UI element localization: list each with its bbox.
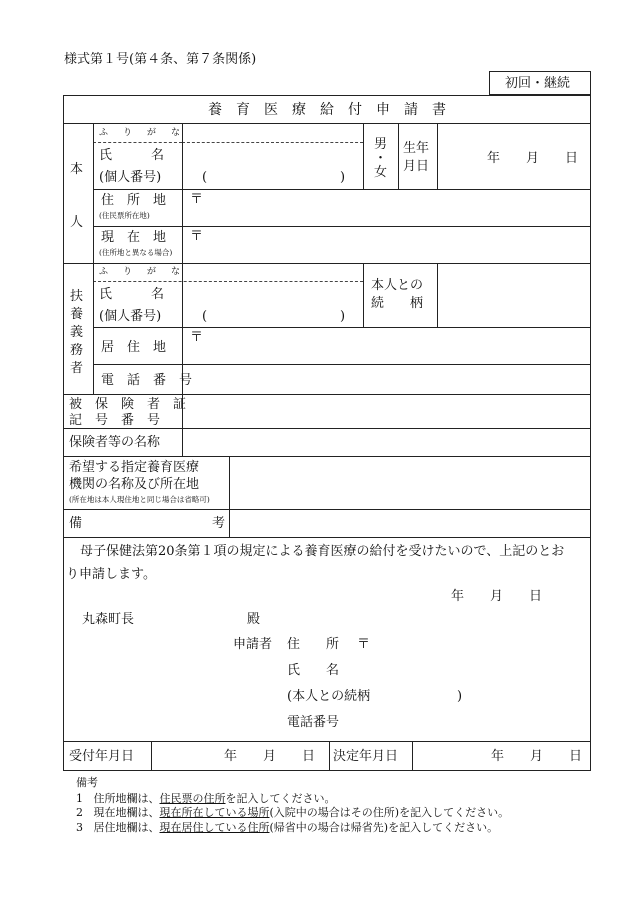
address-label: 住 所 地 xyxy=(101,193,167,208)
hospital-note: (所在地は本人現住地と同じ場合は省略可) xyxy=(69,495,210,504)
guardian-id-close: ) xyxy=(340,309,346,324)
hospital-label-1: 希望する指定養育医療 xyxy=(69,460,200,475)
applicant-signer-label: 申請者 xyxy=(233,637,273,652)
remarks-label-2: 考 xyxy=(212,516,226,531)
decided-date-format: 年 月 日 xyxy=(491,749,583,764)
signer-relation-close: ) xyxy=(457,689,463,704)
signer-phone-field[interactable] xyxy=(350,711,585,733)
dob-label-2: 月日 xyxy=(403,159,430,174)
note-item: 2 現在地欄は、現在所在している場所(入院中の場合はその住所)を記入してください。 xyxy=(76,806,510,820)
phone-field[interactable] xyxy=(183,365,590,393)
insurance-card-field[interactable] xyxy=(183,395,590,427)
address-postal-mark: 〒 xyxy=(190,192,204,207)
received-date-field[interactable] xyxy=(152,742,328,770)
insurance-card-label-1: 被 保 険 者 証 xyxy=(69,397,187,412)
note-item: 1 住所地欄は、住民票の住所を記入してください。 xyxy=(76,792,336,805)
sex-label-3: 女 xyxy=(374,165,388,180)
form-title: 養 育 医 療 給 付 申 請 書 xyxy=(208,102,446,118)
guardian-furigana-label: ふ り が な xyxy=(99,267,184,277)
applicant-section-label-2: 人 xyxy=(70,215,84,230)
signer-name-label: 氏 名 xyxy=(287,663,340,678)
signer-name-field[interactable] xyxy=(350,659,585,681)
residence-field[interactable] xyxy=(183,328,590,363)
applicant-furigana-field[interactable] xyxy=(183,124,362,141)
phone-label: 電 話 番 号 xyxy=(101,373,193,388)
addressee: 丸森町長 xyxy=(82,612,135,627)
application-type-label: 初回・継続 xyxy=(505,76,571,91)
declaration-text-1: 母子保健法第20条第１項の規定による養育医療の給付を受けたいので、上記のとお xyxy=(80,544,565,559)
relation-label-1: 本人との xyxy=(371,278,424,293)
form-number: 様式第１号(第４条、第７条関係) xyxy=(64,52,257,67)
residence-label: 居 住 地 xyxy=(101,340,167,355)
hospital-label-2: 機関の名称及び所在地 xyxy=(69,477,200,492)
dob-format: 年 月 日 xyxy=(487,151,579,166)
signer-phone-label: 電話番号 xyxy=(287,715,340,730)
guardian-section-label: 扶 養 義 務 者 xyxy=(70,289,84,376)
signer-address-field[interactable] xyxy=(370,633,585,655)
applicant-id-close: ) xyxy=(340,170,346,185)
notes-heading: 備考 xyxy=(76,776,98,789)
honorific: 殿 xyxy=(247,612,261,627)
applicant-section-label-1: 本 xyxy=(70,162,84,177)
guardian-id-open: ( xyxy=(202,309,208,324)
remarks-field[interactable] xyxy=(230,510,590,536)
sex-label-2: ・ xyxy=(374,151,388,166)
notes-list xyxy=(76,792,509,835)
decided-date-field[interactable] xyxy=(413,742,590,770)
address-field[interactable] xyxy=(183,190,590,225)
relation-label-2: 続 柄 xyxy=(371,296,424,311)
declaration-text-2: り申請します。 xyxy=(66,567,156,582)
signer-postal-mark: 〒 xyxy=(357,637,371,652)
signer-address-label: 住 所 xyxy=(287,637,340,652)
guardian-furigana-field[interactable] xyxy=(183,264,362,280)
current-location-note: (住所地と異なる場合) xyxy=(99,248,173,257)
insurer-field[interactable] xyxy=(183,429,590,455)
guardian-id-label: (個人番号) xyxy=(99,309,162,324)
applicant-furigana-label: ふ り が な xyxy=(99,128,184,138)
applicant-name-field[interactable] xyxy=(183,143,362,188)
signer-relation-label: (本人との続柄 xyxy=(287,689,371,704)
current-location-postal-mark: 〒 xyxy=(190,229,204,244)
relation-field[interactable] xyxy=(438,264,590,326)
sex-label-1: 男 xyxy=(374,137,388,152)
decided-date-label: 決定年月日 xyxy=(333,749,399,764)
dob-label-1: 生年 xyxy=(403,141,430,156)
insurance-card-label-2: 記 号 番 号 xyxy=(69,413,161,428)
address-note: (住民票所在地) xyxy=(99,211,150,220)
remarks-label-1: 備 xyxy=(69,516,83,531)
current-location-label: 現 在 地 xyxy=(101,230,167,245)
signer-relation-field[interactable] xyxy=(380,685,455,707)
received-date-format: 年 月 日 xyxy=(224,749,316,764)
applicant-id-label: (個人番号) xyxy=(99,170,162,185)
note-item: 3 居住地欄は、現在居住している住所(帰省中の場合は帰省先)を記入してください。 xyxy=(76,820,499,834)
declaration-date: 年 月 日 xyxy=(451,589,543,604)
residence-postal-mark: 〒 xyxy=(190,330,204,345)
dob-field[interactable] xyxy=(438,124,590,188)
applicant-name-label: 氏 名 xyxy=(99,148,165,163)
applicant-id-open: ( xyxy=(202,170,208,185)
current-location-field[interactable] xyxy=(183,227,590,262)
guardian-name-field[interactable] xyxy=(183,282,362,326)
received-date-label: 受付年月日 xyxy=(69,749,135,764)
insurer-label: 保険者等の名称 xyxy=(69,435,161,450)
hospital-field[interactable] xyxy=(230,457,590,508)
guardian-name-label: 氏 名 xyxy=(99,287,165,302)
